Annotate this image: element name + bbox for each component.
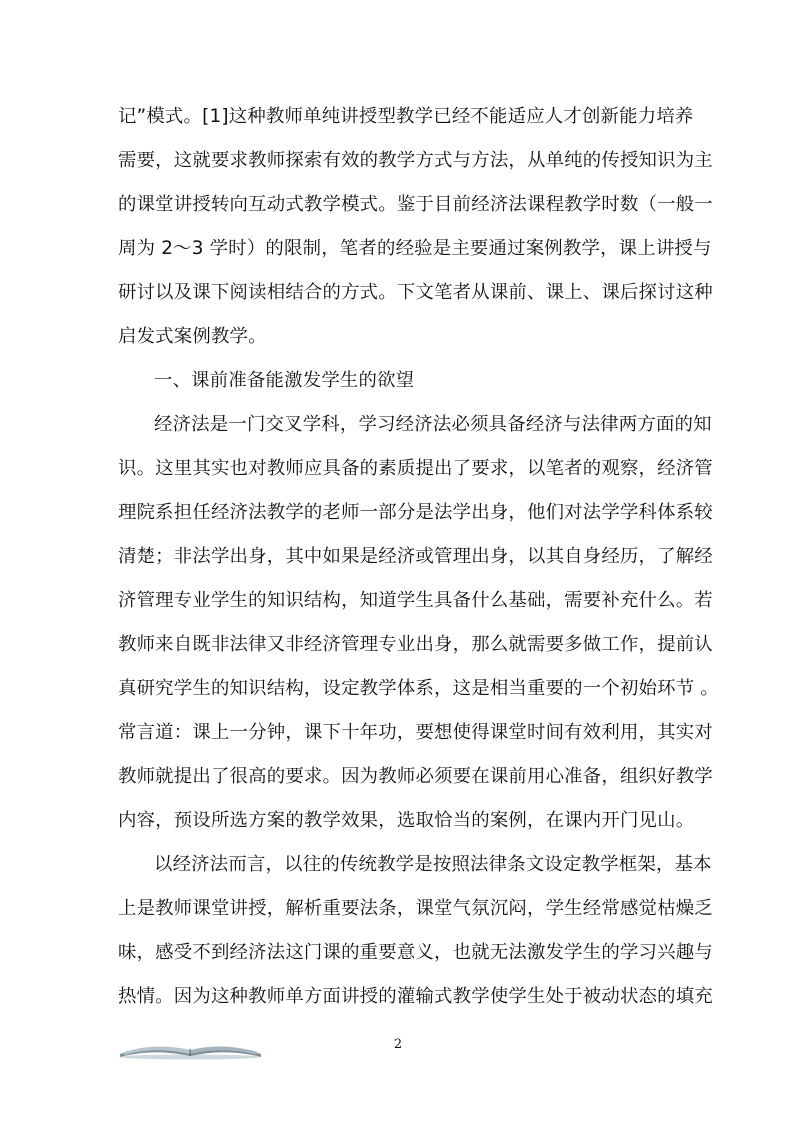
body-text-line: 识。这里其实也对教师应具备的素质提出了要求，以笔者的观察，经济管 — [118, 458, 713, 479]
body-text-line: 清楚；非法学出身，其中如果是经济或管理出身，以其自身经历，了解经 — [118, 546, 713, 567]
body-text-line: 研讨以及课下阅读相结合的方式。下文笔者从课前、课上、课后探讨这种 — [118, 282, 713, 303]
body-text-line: 以经济法而言，以往的传统教学是按照法律条文设定教学框架，基本 — [154, 854, 712, 875]
body-text-line: 理院系担任经济法教学的老师一部分是法学出身，他们对法学学科体系较 — [118, 502, 713, 523]
open-book-icon — [118, 1038, 263, 1060]
body-text-line: 启发式案例教学。 — [118, 326, 267, 347]
body-text-line: 上是教师课堂讲授，解析重要法条，课堂气氛沉闷，学生经常感觉枯燥乏 — [118, 898, 713, 919]
body-text-line: 经济法是一门交叉学科，学习经济法必须具备经济与法律两方面的知 — [154, 414, 712, 435]
body-text-line: 味，感受不到经济法这门课的重要意义，也就无法激发学生的学习兴趣与 — [118, 942, 713, 963]
body-text-line: 教师就提出了很高的要求。因为教师必须要在课前用心准备，组织好教学 — [118, 766, 713, 787]
body-text-line: 常言道：课上一分钟，课下十年功，要想使得课堂时间有效利用，其实对 — [118, 722, 713, 743]
body-text-line: 教师来自既非法律又非经济管理专业出身，那么就需要多做工作，提前认 — [118, 634, 713, 655]
body-text-line: 的课堂讲授转向互动式教学模式。鉴于目前经济法课程教学时数（一般一 — [118, 194, 713, 215]
body-text-line: 济管理专业学生的知识结构，知道学生具备什么基础，需要补充什么。若 — [118, 590, 713, 611]
page-number: 2 — [393, 1037, 403, 1052]
section-heading: 一、课前准备能激发学生的欲望 — [154, 370, 415, 391]
body-text-line: 需要，这就要求教师探索有效的教学方式与方法，从单纯的传授知识为主 — [118, 150, 713, 171]
body-text-line: 记”模式。[1]这种教师单纯讲授型教学已经不能适应人才创新能力培养 — [118, 106, 694, 127]
body-text-line: 真研究学生的知识结构，设定教学体系，这是相当重要的一个初始环节 。 — [118, 678, 719, 699]
body-text-line: 热情。因为这种教师单方面讲授的灌输式教学使学生处于被动状态的填充 — [118, 986, 713, 1007]
body-text-line: 内容，预设所选方案的教学效果，选取恰当的案例，在课内开门见山。 — [118, 810, 695, 831]
body-text-line: 周为 2～3 学时）的限制，笔者的经验是主要通过案例教学，课上讲授与 — [118, 238, 712, 259]
